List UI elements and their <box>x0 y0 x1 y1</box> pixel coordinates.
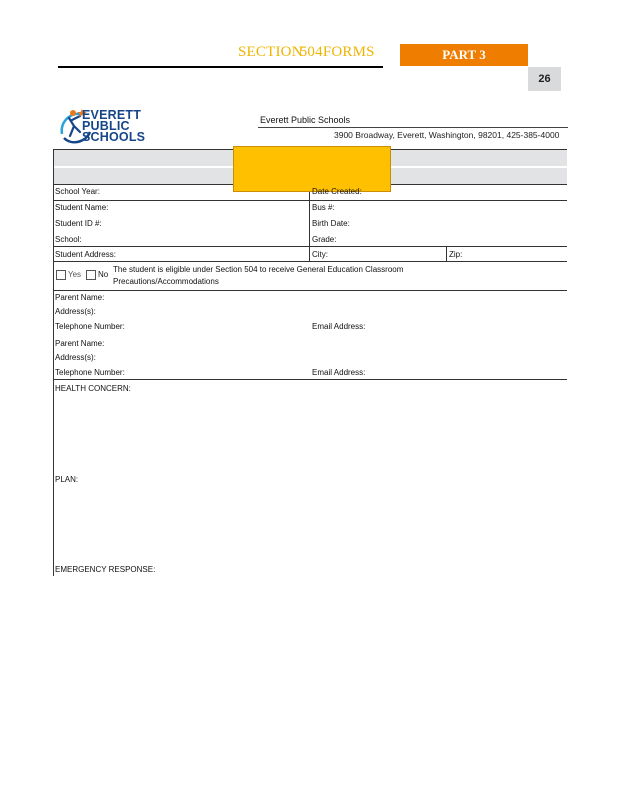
district-rule <box>258 127 568 128</box>
zip-label: Zip: <box>449 250 463 259</box>
parent-2-name-label: Parent Name: <box>55 339 105 348</box>
district-address: 3900 Broadway, Everett, Washington, 98201, 425-385-4000 <box>334 130 560 140</box>
school-year-label: School Year: <box>55 187 100 196</box>
rule <box>53 246 567 247</box>
logo-line-3: SCHOOLS <box>82 130 146 144</box>
header-rule-main <box>228 66 383 68</box>
student-name-label: Student Name: <box>55 203 109 212</box>
emergency-response-label: EMERGENCY RESPONSE: <box>55 565 156 574</box>
school-label: School: <box>55 235 82 244</box>
highlight-box <box>233 146 391 192</box>
column-divider <box>446 246 447 261</box>
section-title-part-b: 504FORMS <box>299 44 375 60</box>
yes-checkbox[interactable] <box>56 270 66 280</box>
rule <box>53 200 567 201</box>
parent-1-name-label: Parent Name: <box>55 293 105 302</box>
eligibility-statement-line-1: The student is eligible under Section 504 to receive General Education Classroom <box>113 265 404 274</box>
rule <box>53 379 567 380</box>
parent-2-email-label: Email Address: <box>312 368 366 377</box>
rule <box>53 261 567 262</box>
logo-text <box>82 110 145 143</box>
birth-date-label: Birth Date: <box>312 219 350 228</box>
parent-1-phone-label: Telephone Number: <box>55 322 125 331</box>
section-title <box>238 44 375 61</box>
city-label: City: <box>312 250 328 259</box>
grade-label: Grade: <box>312 235 337 244</box>
rule <box>53 290 567 291</box>
bus-label: Bus #: <box>312 203 335 212</box>
parent-1-email-label: Email Address: <box>312 322 366 331</box>
section-title-part-a: SECTION <box>238 44 303 60</box>
student-id-label: Student ID #: <box>55 219 102 228</box>
student-address-label: Student Address: <box>55 250 116 259</box>
part-badge: PART 3 <box>400 44 528 66</box>
no-label: No <box>98 270 109 279</box>
parent-2-phone-label: Telephone Number: <box>55 368 125 377</box>
parent-2-address-label: Address(s): <box>55 353 96 362</box>
eligibility-statement-line-2: Precautions/Accommodations <box>113 277 219 286</box>
logo-line-1: EVERETT <box>82 108 142 122</box>
health-concern-label: HEALTH CONCERN: <box>55 384 131 393</box>
form-left-border <box>53 149 54 576</box>
header-rule <box>58 66 228 68</box>
date-created-label: Date Created: <box>312 187 362 196</box>
no-checkbox[interactable] <box>86 270 96 280</box>
page-number: 26 <box>528 67 561 91</box>
yes-label: Yes <box>68 270 82 279</box>
logo-line-2: PUBLIC <box>82 119 130 133</box>
district-name: Everett Public Schools <box>260 115 351 125</box>
parent-1-address-label: Address(s): <box>55 307 96 316</box>
plan-label: PLAN: <box>55 475 79 484</box>
column-divider <box>309 184 310 261</box>
